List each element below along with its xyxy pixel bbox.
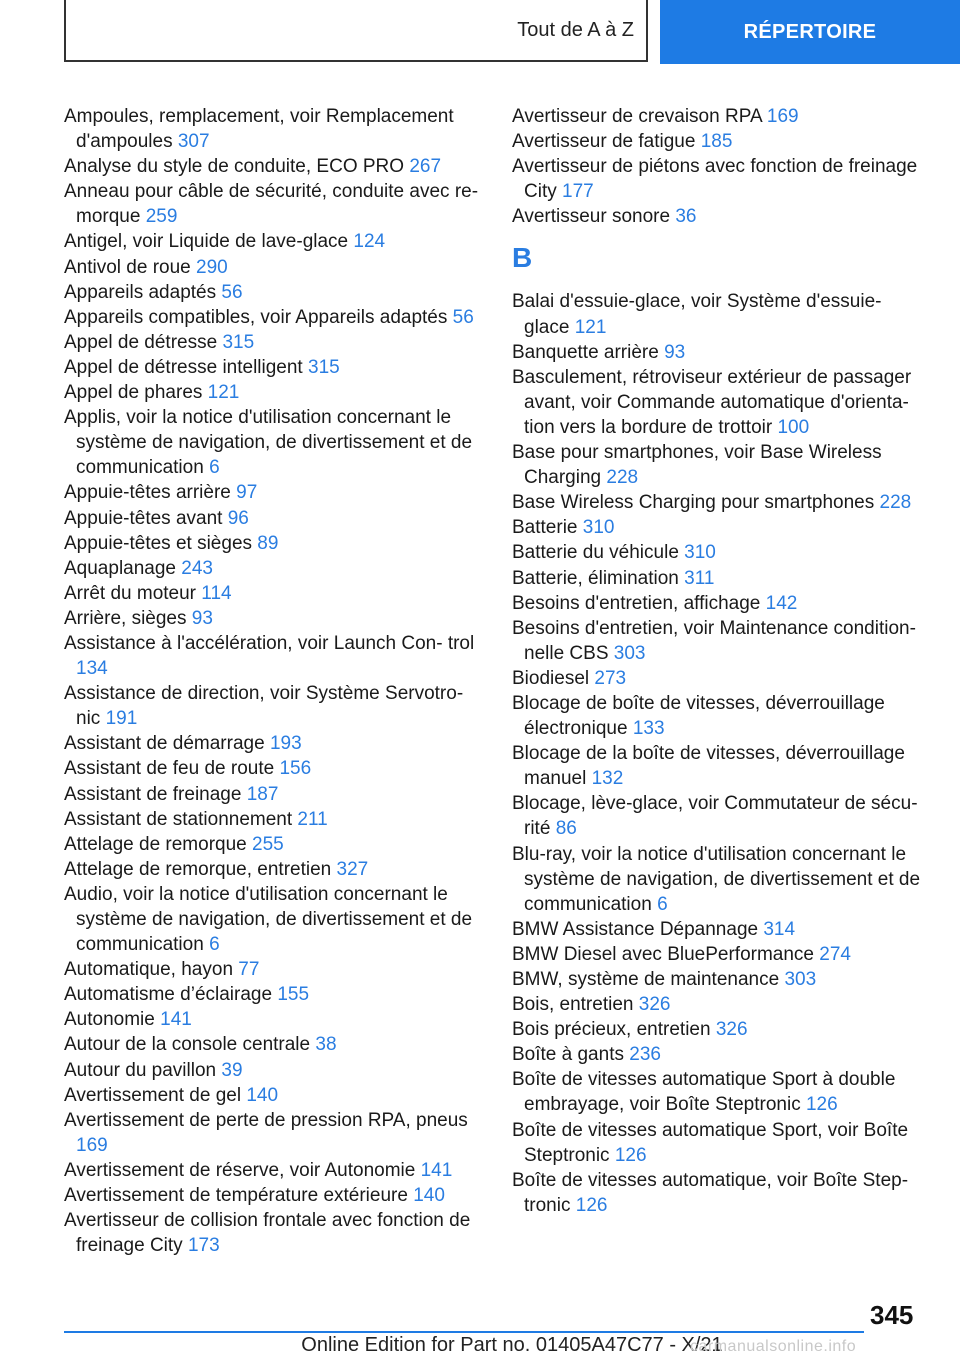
- entry-text: Biodiesel: [512, 667, 590, 689]
- page-number: 345: [870, 1300, 914, 1330]
- index-entry: [64, 355, 484, 380]
- index-entry: [64, 1158, 484, 1183]
- index-entry: [64, 1007, 484, 1032]
- entry-text: Assistance de direction, voir Système Servotro- nic: [64, 683, 464, 730]
- entry-text: Base pour smartphones, voir Base Wireless Charging: [512, 442, 882, 489]
- index-entry: [512, 566, 928, 591]
- index-entry: [64, 506, 484, 531]
- page-link[interactable]: 39: [221, 1059, 243, 1081]
- watermark: carmanualsonline.info: [690, 1338, 857, 1355]
- index-entry: [64, 756, 484, 781]
- entry-text: Avertisseur de fatigue: [512, 131, 696, 153]
- page-link[interactable]: 303: [613, 642, 646, 664]
- page-link[interactable]: 121: [574, 316, 607, 338]
- page-link[interactable]: 155: [277, 984, 310, 1006]
- page-link[interactable]: 255: [252, 833, 284, 855]
- index-entry: [64, 581, 484, 606]
- page-link[interactable]: 56: [452, 306, 474, 328]
- page-link[interactable]: 134: [76, 658, 108, 680]
- page-link[interactable]: 6: [657, 893, 668, 915]
- index-entry: [512, 154, 928, 204]
- page-link[interactable]: 193: [269, 733, 302, 755]
- index-entry: [64, 480, 484, 505]
- entry-text: BMW Assistance Dépannage: [512, 918, 759, 940]
- entry-text: Avertisseur de collision frontale avec fonction de freinage City: [64, 1210, 471, 1257]
- index-entry: [64, 807, 484, 832]
- page-link[interactable]: 310: [684, 542, 716, 564]
- entry-text: Appareils compatibles, voir Appareils adaptés: [64, 306, 448, 328]
- page-link[interactable]: 132: [591, 768, 624, 790]
- entry-text: Appuie-têtes avant: [64, 507, 223, 529]
- index-entry: [64, 606, 484, 631]
- entry-text: Banquette arrière: [512, 341, 659, 363]
- entry-text: Avertissement de gel: [64, 1084, 242, 1106]
- page-link[interactable]: 6: [209, 457, 220, 479]
- index-column-right: [512, 104, 928, 1218]
- page-link[interactable]: 141: [420, 1159, 453, 1181]
- page-link[interactable]: 228: [879, 492, 912, 514]
- entry-text: Avertissement de température extérieure: [64, 1185, 408, 1207]
- page-link[interactable]: 211: [297, 808, 328, 830]
- page-link[interactable]: 140: [413, 1185, 445, 1207]
- index-entry: [512, 515, 928, 540]
- entry-text: Appel de détresse: [64, 331, 218, 353]
- entry-text: Autonomie: [64, 1009, 155, 1031]
- index-entry: [64, 882, 484, 957]
- entry-text: Blu-ray, voir la notice d'utilisation concernant le système de navigation, de divertissement et de communication: [512, 843, 921, 915]
- index-entry: [512, 1042, 928, 1067]
- footer-divider: [64, 1331, 864, 1333]
- entry-text: Besoins d'entretien, affichage: [512, 592, 761, 614]
- index-entry: [64, 1108, 484, 1158]
- page-link[interactable]: 327: [336, 858, 369, 880]
- index-entry: [64, 531, 484, 556]
- page-link[interactable]: 126: [614, 1144, 647, 1166]
- index-entry: [512, 490, 928, 515]
- entry-text: Assistance à l'accélération, voir Launch Con- trol: [64, 632, 475, 654]
- index-entry: [512, 942, 928, 967]
- page-link[interactable]: 36: [675, 206, 697, 228]
- entry-text: Assistant de freinage: [64, 783, 242, 805]
- page-link[interactable]: 267: [409, 156, 442, 178]
- entry-text: Assistant de démarrage: [64, 733, 265, 755]
- page-link[interactable]: 121: [207, 382, 240, 404]
- index-entry: [512, 365, 928, 440]
- entry-text: Balai d'essuie-glace, voir Système d'essuie- glace: [512, 291, 882, 338]
- entry-text: Boîte de vitesses automatique, voir Boîte Step- tronic: [512, 1169, 909, 1216]
- index-entry: [64, 957, 484, 982]
- index-entry: [64, 982, 484, 1007]
- page-link[interactable]: 89: [257, 532, 279, 554]
- page-link[interactable]: 124: [353, 231, 386, 253]
- page-link[interactable]: 311: [684, 567, 715, 589]
- entry-text: Blocage de la boîte de vitesses, déverrouillage manuel: [512, 743, 905, 790]
- index-entry: [64, 229, 484, 254]
- entry-text: Batterie du véhicule: [512, 542, 679, 564]
- index-entry: [512, 129, 928, 154]
- entry-text: Autour du pavillon: [64, 1059, 217, 1081]
- page-link[interactable]: 259: [145, 206, 178, 228]
- tab-a-to-z[interactable]: Tout de A à Z: [64, 0, 648, 62]
- index-entry: [64, 305, 484, 330]
- entry-text: Appareils adaptés: [64, 281, 217, 303]
- page-link[interactable]: 177: [562, 181, 594, 203]
- entry-text: Arrière, sièges: [64, 607, 187, 629]
- page-link[interactable]: 273: [594, 667, 627, 689]
- index-entry: [512, 440, 928, 490]
- entry-text: Antivol de roue: [64, 256, 191, 278]
- page-link[interactable]: 97: [236, 482, 258, 504]
- page-link[interactable]: 100: [777, 416, 810, 438]
- page-link[interactable]: 93: [664, 341, 686, 363]
- tab-repertoire[interactable]: RÉPERTOIRE: [660, 0, 960, 64]
- entry-text: Automatisme d’éclairage: [64, 984, 273, 1006]
- entry-text: Besoins d'entretien, voir Maintenance condition- nelle CBS: [512, 617, 916, 664]
- page-link[interactable]: 133: [632, 718, 665, 740]
- index-entry: [64, 1032, 484, 1057]
- index-entry: [512, 967, 928, 992]
- index-entry: [64, 832, 484, 857]
- entry-text: Appuie-têtes arrière: [64, 482, 231, 504]
- index-entry: [512, 1118, 928, 1168]
- entry-text: Autour de la console centrale: [64, 1034, 311, 1056]
- entry-text: Avertisseur sonore: [512, 206, 671, 228]
- index-entry: [64, 1208, 484, 1258]
- page-link[interactable]: 243: [181, 557, 213, 579]
- page-link[interactable]: 315: [308, 356, 340, 378]
- entry-text: Attelage de remorque: [64, 833, 247, 855]
- entry-text: Arrêt du moteur: [64, 582, 196, 604]
- index-entry: [64, 405, 484, 480]
- page-link[interactable]: 307: [177, 131, 210, 153]
- entry-text: Automatique, hayon: [64, 959, 234, 981]
- entry-text: Applis, voir la notice d'utilisation concernant le système de navigation, de divertissement et de communication: [64, 407, 473, 479]
- footer-text: Online Edition for Part no. 01405A47C77 - X/21: [301, 1334, 723, 1356]
- entry-text: Boîte à gants: [512, 1044, 624, 1066]
- index-entry: [512, 289, 928, 339]
- page-link[interactable]: 169: [766, 106, 799, 127]
- entry-text: Blocage, lève-glace, voir Commutateur de sécu- rité: [512, 793, 918, 840]
- page-link[interactable]: 290: [196, 256, 228, 278]
- page-link[interactable]: 303: [784, 969, 817, 990]
- entry-text: Avertisseur de crevaison RPA: [512, 106, 762, 127]
- entry-text: Audio, voir la notice d'utilisation concernant le système de navigation, de divertissement et de communication: [64, 883, 473, 956]
- page-link[interactable]: 141: [160, 1009, 192, 1031]
- index-entry: [64, 330, 484, 355]
- entry-text: Base Wireless Charging pour smartphones: [512, 492, 875, 514]
- entry-text: Antigel, voir Liquide de lave-glace: [64, 231, 349, 253]
- page-link[interactable]: 6: [209, 934, 220, 956]
- entry-text: Attelage de remorque, entretien: [64, 858, 332, 880]
- entry-text: Batterie: [512, 517, 578, 539]
- index-entry: [512, 591, 928, 616]
- page-link[interactable]: 114: [201, 582, 232, 604]
- index-entry: [64, 255, 484, 280]
- page-link[interactable]: 310: [582, 517, 615, 539]
- index-entry: [64, 681, 484, 731]
- index-entry: [64, 857, 484, 882]
- index-entry: [64, 104, 484, 154]
- entry-text: Boîte de vitesses automatique Sport à double embrayage, voir Boîte Steptronic: [512, 1069, 896, 1116]
- page-link[interactable]: 56: [221, 281, 243, 303]
- entry-text: Ampoules, remplacement, voir Remplacement d'ampoules: [64, 106, 454, 153]
- index-entry: [512, 992, 928, 1017]
- page-link[interactable]: 191: [105, 708, 138, 730]
- index-entry: [64, 179, 484, 229]
- index-entry: [512, 791, 928, 841]
- entry-text: Avertisseur de piétons avec fonction de freinage City: [512, 156, 918, 203]
- entry-text: Assistant de stationnement: [64, 808, 293, 830]
- page-link[interactable]: 236: [629, 1044, 661, 1066]
- entry-text: Assistant de feu de route: [64, 758, 275, 780]
- page-link[interactable]: 274: [819, 943, 851, 965]
- entry-text: Anneau pour câble de sécurité, conduite avec re- morque: [64, 181, 479, 228]
- page-link[interactable]: 314: [763, 918, 796, 940]
- index-entry: [64, 1183, 484, 1208]
- entry-text: Analyse du style de conduite, ECO PRO: [64, 156, 405, 178]
- index-entry: [512, 666, 928, 691]
- index-entry: [64, 1083, 484, 1108]
- page-link[interactable]: 315: [222, 331, 255, 353]
- entry-text: Appuie-têtes et sièges: [64, 532, 253, 554]
- index-entry: [64, 154, 484, 179]
- entry-text: Boîte de vitesses automatique Sport, voir Boîte Steptronic: [512, 1119, 909, 1166]
- index-entry: [64, 380, 484, 405]
- page-link[interactable]: 185: [700, 131, 733, 153]
- entry-text: Appel de phares: [64, 382, 203, 404]
- index-entry: [64, 631, 484, 681]
- index-entry: [64, 280, 484, 305]
- page-link[interactable]: 77: [238, 959, 260, 981]
- index-entry: [512, 842, 928, 917]
- page-link[interactable]: 93: [191, 607, 213, 629]
- page-link[interactable]: 326: [715, 1019, 748, 1041]
- page-link[interactable]: 326: [638, 994, 671, 1016]
- entry-text: Basculement, rétroviseur extérieur de passager avant, voir Commande automatique d'orienta- tion vers la bordure de trottoir: [512, 366, 912, 438]
- index-entry: [512, 540, 928, 565]
- entry-text: BMW, système de maintenance: [512, 969, 780, 990]
- index-entry: [512, 104, 928, 129]
- index-entry: [512, 340, 928, 365]
- index-entry: [64, 731, 484, 756]
- entry-text: Avertissement de perte de pression RPA, pneus: [64, 1109, 468, 1131]
- entry-text: Appel de détresse intelligent: [64, 356, 303, 378]
- page-link[interactable]: 173: [187, 1235, 220, 1257]
- index-entry: [64, 1058, 484, 1083]
- page-link[interactable]: 142: [765, 592, 798, 614]
- index-entry: [512, 1017, 928, 1042]
- index-entry: [512, 1168, 928, 1218]
- index-entry: [512, 741, 928, 791]
- entry-text: Blocage de boîte de vitesses, déverrouillage électronique: [512, 692, 885, 740]
- header-tabs: [64, 0, 960, 64]
- entry-text: Bois, entretien: [512, 994, 634, 1016]
- page-link[interactable]: 96: [227, 507, 249, 529]
- index-entry: [64, 782, 484, 807]
- page-link[interactable]: 38: [315, 1034, 337, 1056]
- index-entry: [64, 556, 484, 581]
- page-link[interactable]: 187: [246, 783, 279, 805]
- page-link[interactable]: 126: [805, 1094, 838, 1116]
- page-link[interactable]: 126: [575, 1194, 608, 1216]
- index-entry: [512, 616, 928, 666]
- entry-text: Aquaplanage: [64, 557, 176, 579]
- index-entry: [512, 691, 928, 741]
- index-column-left: [64, 104, 484, 1258]
- page-link[interactable]: 156: [279, 758, 312, 780]
- page-link[interactable]: 140: [246, 1084, 279, 1106]
- section-letter: B: [512, 242, 533, 274]
- entry-text: Batterie, élimination: [512, 567, 679, 589]
- index-entry: [512, 1067, 928, 1117]
- index-entry: [512, 204, 928, 229]
- page-link[interactable]: 169: [76, 1134, 108, 1156]
- index-entry: [512, 917, 928, 942]
- entry-text: Avertissement de réserve, voir Autonomie: [64, 1159, 416, 1181]
- page-link[interactable]: 86: [555, 818, 577, 840]
- entry-text: BMW Diesel avec BluePerformance: [512, 943, 814, 965]
- entry-text: Bois précieux, entretien: [512, 1019, 711, 1041]
- page-link[interactable]: 228: [606, 467, 639, 489]
